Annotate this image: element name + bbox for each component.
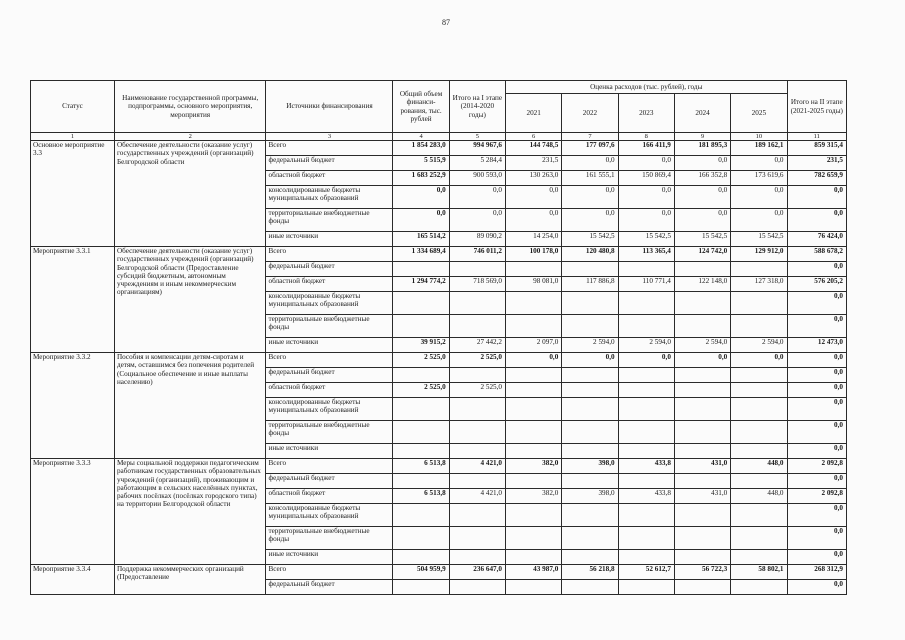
cell-y2025: 448,0 [731, 489, 787, 504]
cell-y2023: 0,0 [618, 209, 674, 232]
cell-stage1: 27 442,2 [449, 338, 505, 353]
cell-stage1: 5 284,4 [449, 156, 505, 171]
cell-y2021 [506, 527, 562, 550]
cell-y2024 [674, 421, 730, 444]
cell-y2023 [618, 315, 674, 338]
row-status: Основное мероприятие 3.3 [31, 141, 115, 247]
row-source: Всего [266, 459, 393, 474]
cell-y2022 [562, 444, 618, 459]
row-source: территориальные внебюджетные фонды [266, 209, 393, 232]
cell-stage1: 746 011,2 [449, 247, 505, 262]
cell-y2025 [731, 292, 787, 315]
cell-stage2: 0,0 [787, 527, 846, 550]
cell-stage2: 0,0 [787, 186, 846, 209]
cell-total: 5 515,9 [393, 156, 449, 171]
row-name: Обеспечение деятельности (оказание услуг) государственных учреждений (организаций) Белгородской области (Предоставление субсидий бюджетным, автономным учреждениям и иным некоммерческим организациям) [114, 247, 266, 353]
cell-total: 2 525,0 [393, 383, 449, 398]
row-status: Мероприятие 3.3.1 [31, 247, 115, 353]
cell-total [393, 527, 449, 550]
cell-y2023 [618, 383, 674, 398]
cell-y2024: 0,0 [674, 209, 730, 232]
cell-total [393, 444, 449, 459]
row-name: Поддержка некоммерческих организаций (Предоставление [114, 565, 266, 595]
cell-y2022: 398,0 [562, 489, 618, 504]
header-year: 2022 [562, 94, 618, 133]
cell-y2023: 150 869,4 [618, 171, 674, 186]
cell-stage2: 576 205,2 [787, 277, 846, 292]
cell-y2021: 0,0 [506, 353, 562, 368]
cell-y2022 [562, 398, 618, 421]
cell-stage2: 231,5 [787, 156, 846, 171]
row-status: Мероприятие 3.3.4 [31, 565, 115, 595]
cell-y2024 [674, 444, 730, 459]
cell-stage2: 0,0 [787, 398, 846, 421]
cell-y2021: 0,0 [506, 186, 562, 209]
cell-stage1 [449, 368, 505, 383]
cell-stage1: 900 593,0 [449, 171, 505, 186]
cell-y2025: 2 594,0 [731, 338, 787, 353]
cell-stage2: 859 315,4 [787, 141, 846, 156]
cell-y2024 [674, 383, 730, 398]
cell-y2023: 110 771,4 [618, 277, 674, 292]
row-source: областной бюджет [266, 171, 393, 186]
cell-y2023: 0,0 [618, 156, 674, 171]
cell-total [393, 262, 449, 277]
cell-y2022 [562, 383, 618, 398]
header-name: Наименование государственной программы, подпрограммы, основного мероприятия, мероприятия [114, 81, 266, 133]
cell-y2023: 0,0 [618, 353, 674, 368]
cell-y2021 [506, 580, 562, 595]
row-status: Мероприятие 3.3.3 [31, 459, 115, 565]
header-total: Общий объем финанси-рования, тыс. рублей [393, 81, 449, 133]
row-source: иные источники [266, 232, 393, 247]
cell-y2025 [731, 550, 787, 565]
cell-y2021 [506, 398, 562, 421]
cell-y2021 [506, 292, 562, 315]
cell-y2022 [562, 262, 618, 277]
row-source: областной бюджет [266, 383, 393, 398]
row-source: иные источники [266, 338, 393, 353]
row-source: консолидированные бюджеты муниципальных образований [266, 186, 393, 209]
cell-stage1 [449, 580, 505, 595]
cell-y2023 [618, 262, 674, 277]
cell-y2025: 0,0 [731, 353, 787, 368]
cell-y2023: 52 612,7 [618, 565, 674, 580]
row-source: федеральный бюджет [266, 262, 393, 277]
column-number: 1 [31, 133, 115, 141]
cell-y2025: 173 619,6 [731, 171, 787, 186]
cell-y2022: 161 555,1 [562, 171, 618, 186]
row-source: Всего [266, 247, 393, 262]
cell-y2024: 0,0 [674, 156, 730, 171]
cell-y2023 [618, 444, 674, 459]
cell-y2024 [674, 580, 730, 595]
cell-stage1: 236 647,0 [449, 565, 505, 580]
row-source: консолидированные бюджеты муниципальных образований [266, 504, 393, 527]
cell-y2021 [506, 368, 562, 383]
cell-y2022 [562, 504, 618, 527]
cell-y2025: 0,0 [731, 186, 787, 209]
table-row [31, 141, 847, 156]
cell-y2021 [506, 444, 562, 459]
cell-y2024 [674, 292, 730, 315]
cell-stage1: 994 967,6 [449, 141, 505, 156]
cell-stage2: 0,0 [787, 383, 846, 398]
cell-stage2: 0,0 [787, 315, 846, 338]
cell-stage1 [449, 504, 505, 527]
cell-stage2: 0,0 [787, 421, 846, 444]
cell-y2024: 431,0 [674, 489, 730, 504]
cell-y2021: 14 254,0 [506, 232, 562, 247]
cell-y2025: 15 542,5 [731, 232, 787, 247]
cell-y2024: 122 148,0 [674, 277, 730, 292]
cell-y2023: 113 365,4 [618, 247, 674, 262]
cell-stage1: 2 525,0 [449, 353, 505, 368]
cell-y2025 [731, 368, 787, 383]
cell-total: 39 915,2 [393, 338, 449, 353]
cell-y2021: 231,5 [506, 156, 562, 171]
cell-y2024 [674, 504, 730, 527]
cell-total: 0,0 [393, 186, 449, 209]
cell-stage2: 0,0 [787, 353, 846, 368]
cell-y2022: 0,0 [562, 353, 618, 368]
cell-stage2: 0,0 [787, 474, 846, 489]
cell-y2022: 0,0 [562, 209, 618, 232]
cell-y2022: 120 480,8 [562, 247, 618, 262]
cell-y2021 [506, 315, 562, 338]
funding-table [30, 80, 847, 595]
row-source: областной бюджет [266, 489, 393, 504]
cell-stage1 [449, 398, 505, 421]
column-number: 6 [506, 133, 562, 141]
cell-y2023 [618, 550, 674, 565]
cell-y2022: 177 097,6 [562, 141, 618, 156]
column-number: 3 [266, 133, 393, 141]
row-source: консолидированные бюджеты муниципальных образований [266, 292, 393, 315]
cell-stage2: 0,0 [787, 368, 846, 383]
cell-y2025 [731, 421, 787, 444]
table-row [31, 565, 847, 580]
table-body [31, 141, 847, 595]
cell-y2021: 382,0 [506, 489, 562, 504]
cell-stage1 [449, 527, 505, 550]
column-number: 4 [393, 133, 449, 141]
header-stage2: Итого на II этапе (2021-2025 годы) [787, 81, 846, 133]
cell-y2023: 433,8 [618, 489, 674, 504]
cell-stage2: 782 659,9 [787, 171, 846, 186]
cell-stage2: 0,0 [787, 262, 846, 277]
cell-y2025: 129 912,0 [731, 247, 787, 262]
cell-y2023 [618, 527, 674, 550]
cell-stage2: 2 092,8 [787, 489, 846, 504]
table-row [31, 353, 847, 368]
cell-y2022: 2 594,0 [562, 338, 618, 353]
column-number: 11 [787, 133, 846, 141]
cell-stage2: 268 312,9 [787, 565, 846, 580]
cell-stage2: 76 424,0 [787, 232, 846, 247]
cell-total [393, 504, 449, 527]
header-status: Статус [31, 81, 115, 133]
row-source: территориальные внебюджетные фонды [266, 421, 393, 444]
cell-y2024: 124 742,0 [674, 247, 730, 262]
cell-total [393, 398, 449, 421]
cell-y2025: 0,0 [731, 209, 787, 232]
cell-y2025: 189 162,1 [731, 141, 787, 156]
cell-total: 1 294 774,2 [393, 277, 449, 292]
cell-stage2: 12 473,0 [787, 338, 846, 353]
table-header [31, 81, 847, 141]
cell-y2022 [562, 527, 618, 550]
header-sources: Источники финансирования [266, 81, 393, 133]
column-number: 8 [618, 133, 674, 141]
cell-y2024 [674, 262, 730, 277]
row-source: Всего [266, 353, 393, 368]
cell-stage1 [449, 550, 505, 565]
cell-stage2: 0,0 [787, 580, 846, 595]
cell-y2021: 130 263,0 [506, 171, 562, 186]
cell-y2025 [731, 315, 787, 338]
cell-y2025: 0,0 [731, 156, 787, 171]
cell-stage1 [449, 474, 505, 489]
cell-total [393, 580, 449, 595]
row-source: Всего [266, 141, 393, 156]
cell-stage1 [449, 262, 505, 277]
cell-stage1: 2 525,0 [449, 383, 505, 398]
row-status: Мероприятие 3.3.2 [31, 353, 115, 459]
cell-y2021: 0,0 [506, 209, 562, 232]
column-number: 9 [674, 133, 730, 141]
cell-y2021 [506, 504, 562, 527]
cell-y2025: 58 802,1 [731, 565, 787, 580]
cell-y2023: 0,0 [618, 186, 674, 209]
cell-stage1: 0,0 [449, 186, 505, 209]
row-source: федеральный бюджет [266, 580, 393, 595]
cell-y2021: 100 178,0 [506, 247, 562, 262]
cell-y2024 [674, 550, 730, 565]
cell-total [393, 292, 449, 315]
cell-y2022: 56 218,8 [562, 565, 618, 580]
cell-stage1 [449, 292, 505, 315]
cell-y2023 [618, 421, 674, 444]
cell-y2025 [731, 444, 787, 459]
cell-y2025 [731, 580, 787, 595]
cell-y2024: 166 352,8 [674, 171, 730, 186]
cell-stage1: 718 569,0 [449, 277, 505, 292]
cell-total [393, 474, 449, 489]
table-row [31, 247, 847, 262]
cell-stage1 [449, 315, 505, 338]
cell-y2021 [506, 383, 562, 398]
cell-y2024 [674, 474, 730, 489]
cell-y2022 [562, 315, 618, 338]
cell-y2023 [618, 474, 674, 489]
cell-stage2: 0,0 [787, 209, 846, 232]
cell-y2024: 2 594,0 [674, 338, 730, 353]
cell-stage2: 0,0 [787, 504, 846, 527]
cell-y2023: 15 542,5 [618, 232, 674, 247]
cell-y2021 [506, 421, 562, 444]
cell-stage1: 0,0 [449, 209, 505, 232]
cell-y2022 [562, 474, 618, 489]
cell-y2023 [618, 504, 674, 527]
page-number: 87 [442, 18, 450, 27]
row-source: территориальные внебюджетные фонды [266, 315, 393, 338]
cell-stage2: 0,0 [787, 444, 846, 459]
cell-y2024: 0,0 [674, 353, 730, 368]
cell-y2024: 431,0 [674, 459, 730, 474]
cell-y2023 [618, 580, 674, 595]
cell-total: 1 683 252,9 [393, 171, 449, 186]
cell-stage1 [449, 421, 505, 444]
row-source: федеральный бюджет [266, 474, 393, 489]
cell-y2022 [562, 550, 618, 565]
cell-stage1 [449, 444, 505, 459]
cell-y2021 [506, 550, 562, 565]
cell-y2022 [562, 421, 618, 444]
cell-y2025 [731, 398, 787, 421]
column-number: 2 [114, 133, 266, 141]
row-source: территориальные внебюджетные фонды [266, 527, 393, 550]
cell-stage1: 4 421,0 [449, 459, 505, 474]
row-name: Обеспечение деятельности (оказание услуг) государственных учреждений (организаций) Белгородской области [114, 141, 266, 247]
cell-total: 2 525,0 [393, 353, 449, 368]
column-number: 7 [562, 133, 618, 141]
cell-stage2: 0,0 [787, 550, 846, 565]
cell-total: 504 959,9 [393, 565, 449, 580]
cell-y2025 [731, 474, 787, 489]
header-year: 2025 [731, 94, 787, 133]
cell-y2022: 117 886,8 [562, 277, 618, 292]
header-stage1: Итого на I этапе (2014-2020 годы) [449, 81, 505, 133]
cell-y2021: 382,0 [506, 459, 562, 474]
cell-total [393, 368, 449, 383]
cell-y2023: 433,8 [618, 459, 674, 474]
cell-y2024: 0,0 [674, 186, 730, 209]
cell-y2023 [618, 368, 674, 383]
cell-y2024: 181 895,3 [674, 141, 730, 156]
cell-total: 6 513,8 [393, 459, 449, 474]
cell-y2022: 15 542,5 [562, 232, 618, 247]
row-source: областной бюджет [266, 277, 393, 292]
cell-total [393, 421, 449, 444]
cell-y2022: 0,0 [562, 186, 618, 209]
cell-y2022: 398,0 [562, 459, 618, 474]
row-source: консолидированные бюджеты муниципальных образований [266, 398, 393, 421]
cell-y2025 [731, 383, 787, 398]
cell-total: 1 334 689,4 [393, 247, 449, 262]
cell-y2022 [562, 368, 618, 383]
cell-y2021: 43 987,0 [506, 565, 562, 580]
cell-total: 165 514,2 [393, 232, 449, 247]
column-number: 10 [731, 133, 787, 141]
row-source: Всего [266, 565, 393, 580]
header-estimate: Оценка расходов (тыс. рублей), годы [506, 81, 788, 94]
cell-y2024 [674, 315, 730, 338]
cell-total: 1 854 283,0 [393, 141, 449, 156]
cell-stage2: 588 678,2 [787, 247, 846, 262]
row-name: Пособия и компенсации детям-сиротам и детям, оставшимся без попечения родителей (Социальное обеспечение и иные выплаты населению) [114, 353, 266, 459]
cell-y2022 [562, 580, 618, 595]
cell-y2024: 15 542,5 [674, 232, 730, 247]
cell-y2023 [618, 398, 674, 421]
cell-y2023: 166 411,9 [618, 141, 674, 156]
cell-stage1: 89 090,2 [449, 232, 505, 247]
header-year: 2023 [618, 94, 674, 133]
cell-y2022 [562, 292, 618, 315]
cell-total [393, 315, 449, 338]
cell-y2021 [506, 262, 562, 277]
header-year: 2024 [674, 94, 730, 133]
cell-stage2: 0,0 [787, 292, 846, 315]
cell-total: 6 513,8 [393, 489, 449, 504]
row-source: федеральный бюджет [266, 156, 393, 171]
cell-y2021: 98 081,0 [506, 277, 562, 292]
cell-y2023: 2 594,0 [618, 338, 674, 353]
column-number: 5 [449, 133, 505, 141]
cell-y2021 [506, 474, 562, 489]
cell-total: 0,0 [393, 209, 449, 232]
cell-stage2: 2 092,8 [787, 459, 846, 474]
cell-y2025 [731, 527, 787, 550]
cell-y2021: 144 748,5 [506, 141, 562, 156]
cell-total [393, 550, 449, 565]
cell-y2021: 2 097,0 [506, 338, 562, 353]
table-row [31, 459, 847, 474]
cell-y2025 [731, 504, 787, 527]
cell-y2024 [674, 398, 730, 421]
cell-y2023 [618, 292, 674, 315]
cell-stage1: 4 421,0 [449, 489, 505, 504]
row-name: Меры социальной поддержки педагогическим работникам государственных образовательных учреждений (организаций), проживающим и работающим в сельских населённых пунктах, рабочих посёлках (посёлках городского типа) на территории Белгородской области [114, 459, 266, 565]
column-number-row [31, 133, 847, 141]
cell-y2024: 56 722,3 [674, 565, 730, 580]
cell-y2025 [731, 262, 787, 277]
cell-y2022: 0,0 [562, 156, 618, 171]
cell-y2024 [674, 368, 730, 383]
cell-y2025: 127 318,0 [731, 277, 787, 292]
cell-y2025: 448,0 [731, 459, 787, 474]
row-source: иные источники [266, 550, 393, 565]
header-year: 2021 [506, 94, 562, 133]
cell-y2024 [674, 527, 730, 550]
row-source: федеральный бюджет [266, 368, 393, 383]
row-source: иные источники [266, 444, 393, 459]
